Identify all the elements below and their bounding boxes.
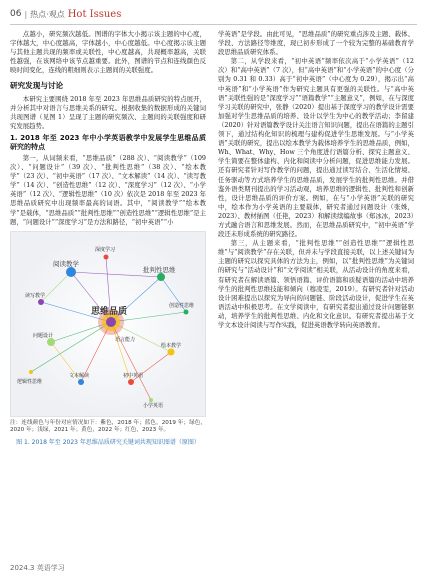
page-header	[10, 7, 121, 21]
paragraph: 第一，从词频来看，“思维品质”（288 次）、“阅读教学”（109 次）、“问题设计”（39 次）、“批判性思维”（38 次）、“绘本教学”（23 次）、“初中英语”（17 次）、“文本解读”（14 次）、“读写教学”（14 次）、“创造性思维”（12 次）、“深度学习”（12 次）、“小学英语”（12 次）、“逻辑性思维”（10 次）依次是 2018 年至 2023 年思维品质研究中出现频率最高的词语。其中，“阅读教学”“绘本教学”是载体，“思维品质”“批判性思维”“创造性思维”“逻辑性思维”是主题，“问题设计”“深度学习”是方法和路径，“初中英语”“小	[10, 153, 206, 226]
keyword-label: 创造性思维	[169, 302, 195, 309]
keyword-label: 逻辑性思维	[17, 378, 43, 385]
paragraph: 第二，从学段来看，“初中英语”频率依次高于“小学英语”（12 次）和“高中英语”（7 次），但“高中英语”和“小学英语”的中心度（分别为 0.31 和 0.33）高于“初中英语”（中心度为 0.29），揭示出“高中英语”和“小学英语”作为研究主题具有更强的关联性。与“高中英语”关联性强的是“深度学习”“语篇教学”“主题意义”，例如，在与深度学习关联的研究中，张静（2020）提出基于深度学习的教学设计需要加强对学生思维品质的培养、设计以学生为中心的教学活动；李留建（2020）针对语篇教学设计关注语言知识问题，提出在语篇的主题引领下，通过结构化知识的梳理与建构促进学生思维发展。与“小学英语”关联的研究，提出以绘本教学为载体培养学生的思维品质，例如，Wh、What、Why、How 三个角度进行语篇分析、探究主题意义、学生简要在整体建构、内化和阅读中分析问题，促进思维能力发展。还有研究者针对写作教学的问题，提出通过读写结合、生活化情境、任务驱动等方式培养学生的思维品质，发展学生的批判性思维。并借鉴外语类期刊提出的学习活动观，培养思维的逻辑性、批判性和创新性，设计思维品质的评价方案。例如，在与“小学英语”关联的研究中，绘本作为小学英语的主要载体，研究者通过问题设计（张姝，2023）、教材插图（任艳，2023）和解读续编故事（郑冰冰，2023）方式融合语言和思维发展。然而，在思维品质研究中，“初中英语”学段还未形成系统的研究路径。	[218, 57, 414, 239]
keyword-label: 小学英语	[143, 402, 164, 409]
section-heading: 研究发现与讨论	[10, 81, 64, 91]
keyword-label: 思维品质	[91, 306, 128, 317]
header-rule	[10, 24, 417, 25]
keyword-label: 问题设计	[33, 332, 54, 339]
keyword-cooccurrence-map	[10, 231, 206, 417]
keyword-label: 绘本教学	[161, 342, 182, 349]
keyword-label: 语言能力	[115, 336, 136, 343]
paragraph: 点越小，研究频次越低。图谱的字体大小揭示该主题的中心度，字体越大，中心度越高，字体越小，中心度越低。中心度揭示该主题与其他主题共现的频率或关联性，中心度越高，共现概率越高，关联性越强，在该网络中该节点越重要。此外，图谱的节点和连线颜色反映时间变化，连线的粗细则表示主题间的关联强度。	[10, 30, 206, 75]
right-column	[218, 30, 414, 330]
section-title-cn: 热点·观点	[30, 9, 65, 19]
paragraph: 第三，从主题来看，“批判性思维”“创造性思维”“逻辑性思维”与“阅读教学”存在关联，但并未与学段直接关联，以上述关键词为主题的研究以探究具体的方法为主，例如，以“批判性思维”为关键词的研究与“活动设计”和“文学阅读”相关联，从活动设计的角度来看，有研究者在解读语篇、领悟语篇、评价语篇和质疑语篇的活动中培养学生的批判性思维技能和倾向（穆凌雯，2019）。有研究者针对活动设计困难提出以探究为导向的问题链、阶段活动设计，促进学生在英语活动中积极思考。在文学阅读中，有研究者提出通过设计问题链驱动，培养学生的批判性思维、内化和文化意识。有研究者提出基于文学文本设计阅读与写作实践，促进英语教学转向英语教育。	[218, 239, 414, 329]
left-column	[10, 30, 206, 447]
keyword-label: 深度学习	[95, 246, 116, 253]
page-number: 06	[10, 9, 22, 19]
keyword-label: 批判性思维	[143, 265, 176, 274]
paragraph: 学英语”是学段。由此可见，“思维品质”的研究重点涉及主题、载体、学段、方法路径等维度，现已初步形成了一个较为完整的基础教育学段思维品质研究体系。	[218, 30, 414, 57]
keyword-label: 阅读教学	[53, 259, 79, 268]
figure-caption: 图 1. 2018 年至 2023 年思维品质研究关键词共现知识图谱（原图）	[16, 438, 200, 446]
network-graphic	[11, 232, 205, 416]
header-separator: |	[24, 9, 28, 19]
keyword-label: 读写教学	[25, 292, 46, 299]
keyword-label: 文本解读	[69, 372, 90, 379]
paragraph: 本研究主要围绕 2018 年至 2023 年思维品质研究的特点展开，并分析其中对语言与思维关系的研究。根据收集的数据形成的关键词共现图谱（见图 1）呈现了主题的研究频次、主题间的关联强度和研究发展趋势。	[10, 94, 206, 130]
keyword-label: 初中英语	[123, 372, 144, 379]
figure-note: 注：连线颜色与年份对应情况如下：紫色，2018 年；蓝色，2019 年；绿色，2020 年；浅绿，2021 年；黄色，2022 年；红色，2023 年。	[10, 419, 206, 434]
page-footer: 2024.3 英语学习	[10, 564, 65, 572]
section-title-en: Hot Issues	[67, 8, 122, 20]
subsection-heading: 1. 2018 年至 2023 年中小学英语教学中发展学生思维品质研究的特点	[10, 133, 206, 151]
